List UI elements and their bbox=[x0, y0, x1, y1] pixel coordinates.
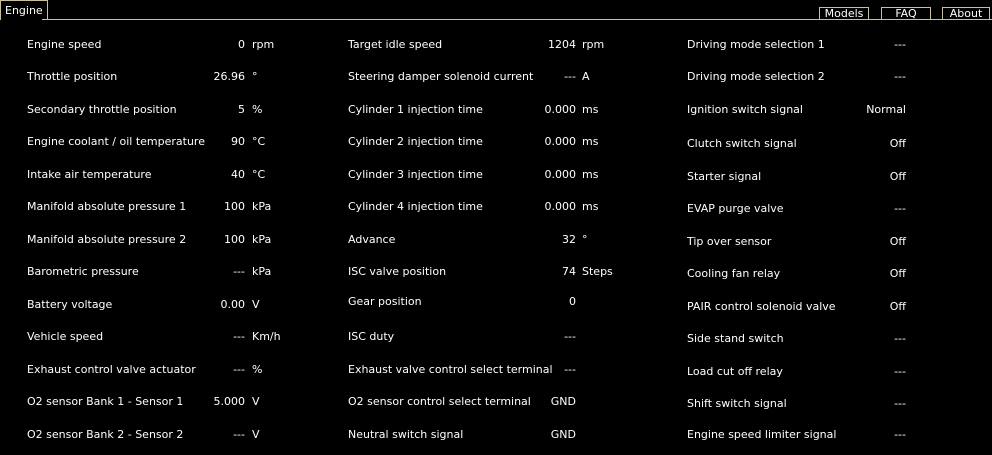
parameter-value: Off bbox=[889, 300, 906, 313]
parameter-row bbox=[687, 397, 952, 411]
parameter-label: Cooling fan relay bbox=[687, 267, 781, 280]
parameter-row bbox=[348, 135, 622, 149]
parameter-row bbox=[348, 168, 622, 182]
parameter-row bbox=[348, 233, 622, 247]
parameter-value: 100 bbox=[224, 200, 245, 213]
parameter-value: 5.000 bbox=[213, 395, 245, 408]
parameter-unit: kPa bbox=[252, 200, 272, 213]
parameter-value: Off bbox=[889, 137, 906, 150]
parameter-label: Throttle position bbox=[27, 70, 118, 83]
parameter-row bbox=[27, 135, 292, 149]
parameter-unit: ms bbox=[582, 103, 599, 116]
parameter-label: Cylinder 2 injection time bbox=[348, 135, 483, 148]
parameter-unit: ms bbox=[582, 200, 599, 213]
parameter-label: Exhaust valve control select terminal bbox=[348, 363, 553, 376]
parameter-value: --- bbox=[233, 428, 245, 441]
parameter-value: Off bbox=[889, 170, 906, 183]
parameter-unit: Km/h bbox=[252, 330, 281, 343]
parameter-unit: rpm bbox=[252, 38, 275, 51]
parameter-row bbox=[348, 103, 622, 117]
engine-data-panel bbox=[0, 20, 992, 455]
parameter-row bbox=[27, 70, 292, 84]
parameter-value: 0.000 bbox=[544, 200, 576, 213]
parameter-label: Intake air temperature bbox=[27, 168, 152, 181]
parameter-label: Barometric pressure bbox=[27, 265, 139, 278]
parameter-label: Engine speed bbox=[27, 38, 102, 51]
parameter-value: 0.000 bbox=[544, 103, 576, 116]
parameter-value: 1204 bbox=[548, 38, 576, 51]
parameter-unit: kPa bbox=[252, 233, 272, 246]
parameter-unit: V bbox=[252, 395, 260, 408]
parameter-value: --- bbox=[894, 365, 906, 378]
parameter-label: O2 sensor Bank 1 - Sensor 1 bbox=[27, 395, 184, 408]
parameter-row bbox=[27, 103, 292, 117]
parameter-label: Clutch switch signal bbox=[687, 137, 797, 150]
parameter-value: 0.00 bbox=[220, 298, 245, 311]
parameter-label: Secondary throttle position bbox=[27, 103, 177, 116]
parameter-value: --- bbox=[894, 202, 906, 215]
parameter-row bbox=[348, 330, 622, 344]
parameter-label: Tip over sensor bbox=[687, 235, 772, 248]
parameter-row bbox=[27, 168, 292, 182]
parameter-value: --- bbox=[894, 332, 906, 345]
parameter-value: --- bbox=[894, 397, 906, 410]
parameter-unit: V bbox=[252, 298, 260, 311]
parameter-row bbox=[687, 235, 952, 249]
parameter-row bbox=[27, 233, 292, 247]
parameter-label: Target idle speed bbox=[348, 38, 443, 51]
parameter-row bbox=[27, 363, 292, 377]
parameter-row bbox=[687, 202, 952, 216]
parameter-unit: % bbox=[252, 103, 263, 116]
parameter-value: --- bbox=[564, 70, 576, 83]
parameter-value: 0.000 bbox=[544, 135, 576, 148]
parameter-label: Driving mode selection 1 bbox=[687, 38, 825, 51]
parameter-label: Exhaust control valve actuator bbox=[27, 363, 196, 376]
parameter-label: Load cut off relay bbox=[687, 365, 783, 378]
parameter-row bbox=[687, 103, 952, 117]
parameter-label: Neutral switch signal bbox=[348, 428, 464, 441]
parameter-value: Off bbox=[889, 267, 906, 280]
parameter-value: 26.96 bbox=[213, 70, 245, 83]
parameter-row bbox=[348, 363, 622, 377]
about-button[interactable]: About bbox=[942, 7, 990, 20]
parameter-value: --- bbox=[233, 265, 245, 278]
parameter-label: Side stand switch bbox=[687, 332, 784, 345]
parameter-value: --- bbox=[894, 70, 906, 83]
parameter-label: ISC duty bbox=[348, 330, 395, 343]
parameter-value: 0 bbox=[569, 295, 576, 308]
parameter-label: Vehicle speed bbox=[27, 330, 104, 343]
parameter-row bbox=[27, 265, 292, 279]
parameter-row bbox=[687, 137, 952, 151]
parameter-row bbox=[687, 170, 952, 184]
parameter-value: 40 bbox=[231, 168, 245, 181]
parameter-unit: rpm bbox=[582, 38, 605, 51]
parameter-value: 32 bbox=[562, 233, 576, 246]
parameter-row bbox=[348, 395, 622, 409]
parameter-row bbox=[348, 70, 622, 84]
parameter-label: Starter signal bbox=[687, 170, 762, 183]
parameter-row bbox=[687, 38, 952, 52]
parameter-label: Gear position bbox=[348, 295, 422, 308]
parameter-value: --- bbox=[233, 330, 245, 343]
parameter-label: ISC valve position bbox=[348, 265, 447, 278]
parameter-label: Advance bbox=[348, 233, 396, 246]
parameter-value: 0 bbox=[238, 38, 245, 51]
parameter-label: Steering damper solenoid current bbox=[348, 70, 534, 83]
parameter-value: --- bbox=[233, 363, 245, 376]
parameter-value: --- bbox=[894, 428, 906, 441]
parameter-label: Cylinder 3 injection time bbox=[348, 168, 483, 181]
parameter-value: 100 bbox=[224, 233, 245, 246]
parameter-label: Driving mode selection 2 bbox=[687, 70, 825, 83]
parameter-row bbox=[687, 365, 952, 379]
parameter-row bbox=[27, 38, 292, 52]
parameter-unit: ms bbox=[582, 135, 599, 148]
parameter-unit: A bbox=[582, 70, 590, 83]
tab-engine[interactable]: Engine bbox=[0, 0, 48, 20]
parameter-unit: kPa bbox=[252, 265, 272, 278]
parameter-value: GND bbox=[550, 395, 576, 408]
parameter-label: Battery voltage bbox=[27, 298, 113, 311]
parameter-value: 5 bbox=[238, 103, 245, 116]
parameter-row bbox=[687, 332, 952, 346]
parameter-row bbox=[687, 428, 952, 442]
parameter-value: Off bbox=[889, 235, 906, 248]
parameter-label: Cylinder 1 injection time bbox=[348, 103, 483, 116]
parameter-unit: % bbox=[252, 363, 263, 376]
parameter-row bbox=[348, 200, 622, 214]
parameter-label: O2 sensor control select terminal bbox=[348, 395, 531, 408]
parameter-row bbox=[27, 330, 292, 344]
parameter-unit: ° bbox=[252, 70, 258, 83]
parameter-label: O2 sensor Bank 2 - Sensor 2 bbox=[27, 428, 184, 441]
parameter-label: Engine speed limiter signal bbox=[687, 428, 837, 441]
parameter-value: --- bbox=[564, 330, 576, 343]
parameter-label: PAIR control solenoid valve bbox=[687, 300, 836, 313]
faq-button[interactable]: FAQ bbox=[881, 7, 931, 20]
parameter-row bbox=[348, 265, 622, 279]
parameter-unit: °C bbox=[252, 135, 266, 148]
parameter-unit: ° bbox=[582, 233, 588, 246]
parameter-label: Manifold absolute pressure 2 bbox=[27, 233, 187, 246]
parameter-label: Shift switch signal bbox=[687, 397, 787, 410]
parameter-row bbox=[27, 428, 292, 442]
parameter-label: Manifold absolute pressure 1 bbox=[27, 200, 187, 213]
parameter-unit: °C bbox=[252, 168, 266, 181]
parameter-row bbox=[27, 395, 292, 409]
parameter-value: --- bbox=[894, 38, 906, 51]
parameter-value: GND bbox=[550, 428, 576, 441]
parameter-row bbox=[687, 300, 952, 314]
parameter-row bbox=[27, 200, 292, 214]
parameter-value: 90 bbox=[231, 135, 245, 148]
parameter-row bbox=[348, 38, 622, 52]
parameter-value: Normal bbox=[866, 103, 906, 116]
parameter-label: Ignition switch signal bbox=[687, 103, 803, 116]
parameter-row bbox=[348, 428, 622, 442]
parameter-unit: V bbox=[252, 428, 260, 441]
parameter-label: EVAP purge valve bbox=[687, 202, 784, 215]
parameter-label: Engine coolant / oil temperature bbox=[27, 135, 205, 148]
parameter-row bbox=[348, 295, 622, 309]
parameter-label: Cylinder 4 injection time bbox=[348, 200, 483, 213]
parameter-value: --- bbox=[564, 363, 576, 376]
parameter-row bbox=[687, 70, 952, 84]
parameter-row bbox=[687, 267, 952, 281]
parameter-value: 0.000 bbox=[544, 168, 576, 181]
models-button[interactable]: Models bbox=[819, 7, 869, 20]
parameter-unit: Steps bbox=[582, 265, 613, 278]
parameter-value: 74 bbox=[562, 265, 576, 278]
parameter-unit: ms bbox=[582, 168, 599, 181]
parameter-row bbox=[27, 298, 292, 312]
